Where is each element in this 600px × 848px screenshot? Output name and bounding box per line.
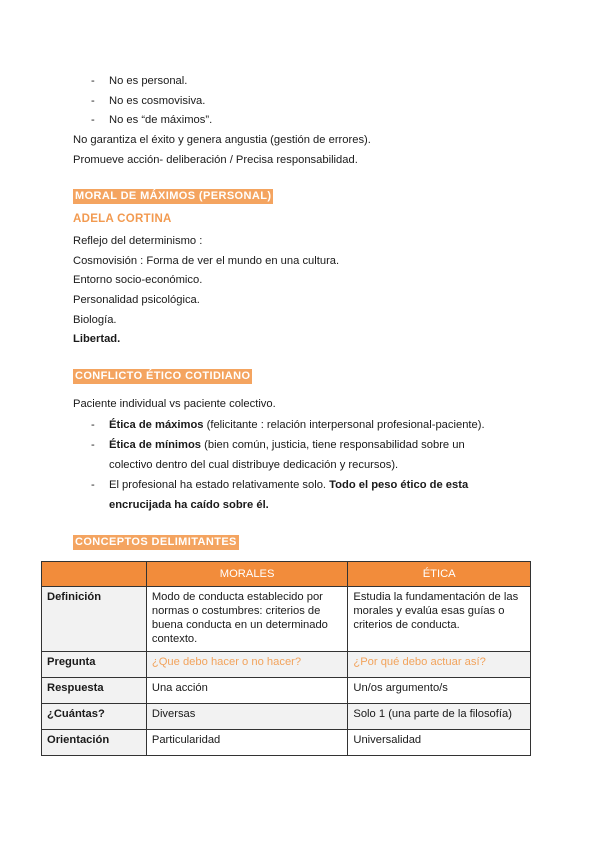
paragraph-line: Reflejo del determinismo : [73,235,203,247]
paragraph-line: Biología. [73,314,117,326]
paragraph-line: Cosmovisión : Forma de ver el mundo en una cultura. [73,255,340,267]
list-item: No es cosmovisiva. [109,95,206,107]
row-label: ¿Cuántas? [42,704,147,730]
bold-term: Ética de mínimos [109,439,202,451]
list-item [109,478,468,492]
paragraph-line-bold: Libertad. [73,333,121,345]
list-item-continuation: colectivo dentro del cual distribuye dedicación y recursos). [109,459,399,471]
bullet-rest: El profesional ha estado relativamente solo. [109,479,330,491]
bullet-rest: (felicitante : relación interpersonal profesional-paciente). [203,419,485,431]
subheading-author: ADELA CORTINA [73,213,172,225]
table-cell: Un/os argumento/s [348,678,531,704]
table-cell-question: ¿Por qué debo actuar así? [348,652,531,678]
table-cell-question: ¿Que debo hacer o no hacer? [146,652,348,678]
paragraph-line: Personalidad psicológica. [73,294,200,306]
table-cell: Una acción [146,678,348,704]
bullet-dash: - [91,95,95,107]
paragraph-line: Promueve acción- deliberación / Precisa responsabilidad. [73,154,358,166]
table-cell: Solo 1 (una parte de la filosofía) [348,704,531,730]
table-header-row [42,562,531,587]
bold-term: Ética de máximos [109,419,204,431]
row-label: Respuesta [42,678,147,704]
table-cell: Modo de conducta establecido por normas o costumbres: criterios de buena conducta en un determinado contexto. [146,587,348,652]
list-item [109,438,465,452]
table-header-cell: MORALES [146,562,348,587]
section-heading-maximos: MORAL DE MÁXIMOS (PERSONAL) [75,190,272,202]
bullet-dash: - [91,75,95,87]
table-cell: Universalidad [348,730,531,756]
table-row [42,587,531,652]
paragraph-line: No garantiza el éxito y genera angustia (gestión de errores). [73,134,371,146]
row-label: Definición [42,587,147,652]
bold-phrase: Todo el peso ético de esta [329,479,469,491]
bullet-dash: - [91,114,95,126]
paragraph-line: Paciente individual vs paciente colectivo. [73,398,276,410]
table-row [42,652,531,678]
section-heading-conflicto: CONFLICTO ÉTICO COTIDIANO [75,370,251,382]
bullet-dash: - [91,479,95,491]
table-row [42,730,531,756]
table-header-cell [42,562,147,587]
bullet-dash: - [91,419,95,431]
list-item [109,418,485,432]
table-row [42,704,531,730]
section-heading-conceptos: CONCEPTOS DELIMITANTES [75,536,237,548]
list-item: No es “de máximos”. [109,114,213,126]
table-cell: Estudia la fundamentación de las morales y evalúa esas guías o criterios de conducta. [348,587,531,652]
table-header-cell: ÉTICA [348,562,531,587]
row-label: Orientación [42,730,147,756]
concepts-table [41,561,531,756]
row-label: Pregunta [42,652,147,678]
table-cell: Diversas [146,704,348,730]
paragraph-line: Entorno socio-económico. [73,274,203,286]
list-item-continuation: encrucijada ha caído sobre él. [109,499,269,511]
table-cell: Particularidad [146,730,348,756]
bullet-dash: - [91,439,95,451]
table-row [42,678,531,704]
bullet-rest: (bien común, justicia, tiene responsabilidad sobre un [201,439,465,451]
list-item: No es personal. [109,75,188,87]
